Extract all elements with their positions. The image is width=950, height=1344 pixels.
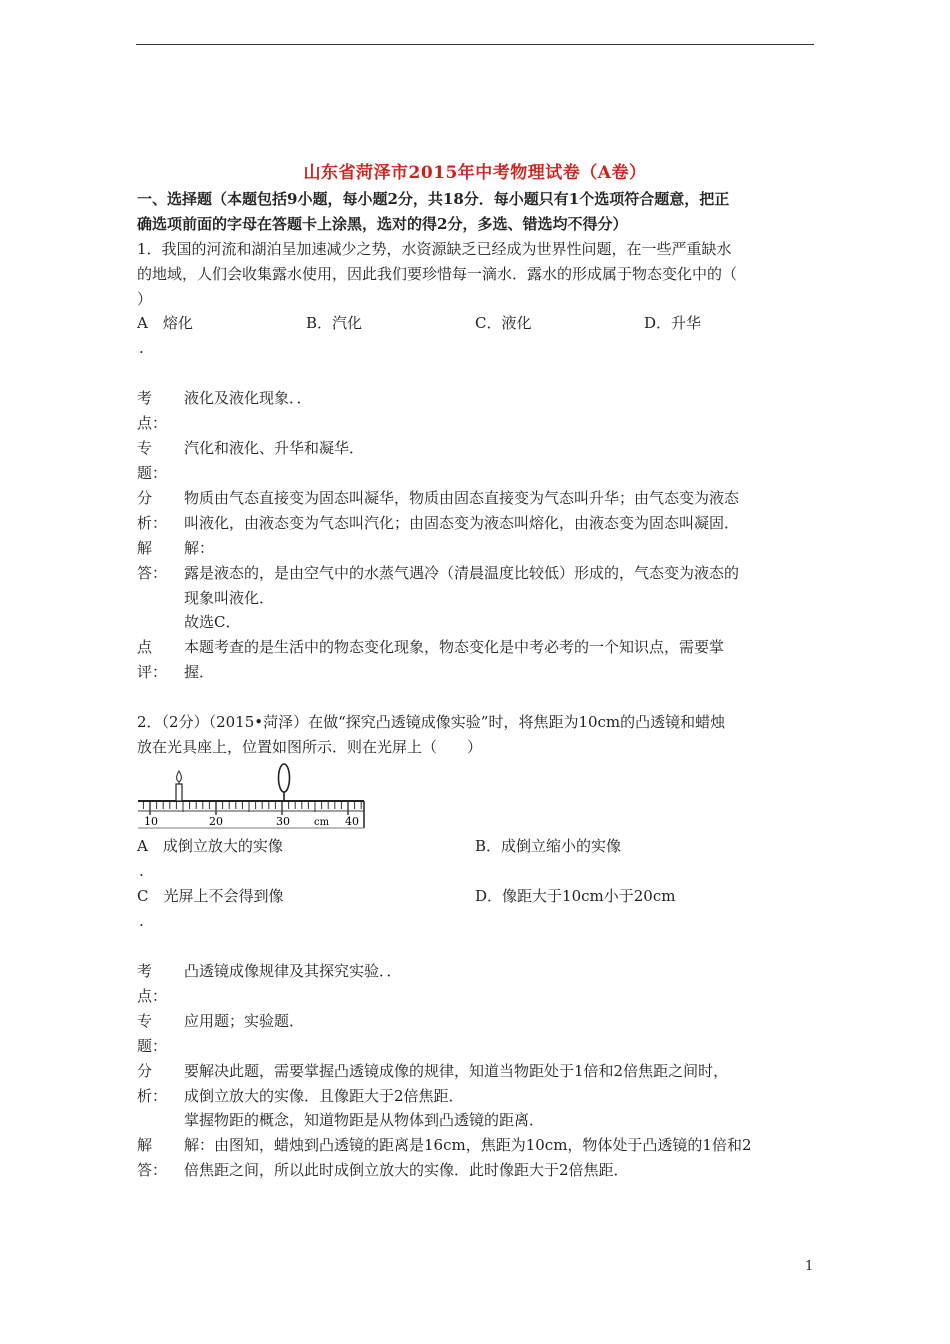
q2-option-d: D．像距大于10cm小于20cm <box>475 887 676 905</box>
tick-label-10: 10 <box>144 815 158 828</box>
q1-dianping-line1: 本题考查的是生活中的物态变化现象，物态变化是中考必考的一个知识点，需要掌 <box>184 638 725 656</box>
exam-title: 山东省菏泽市2015年中考物理试卷（A卷） <box>303 163 647 183</box>
section-heading-line2: 确选项前面的字母在答题卡上涂黑，选对的得2分，多选、错选均不得分） <box>137 215 628 233</box>
q1-option-c: C．液化 <box>475 314 532 332</box>
q1-label-zhuanti-1: 专 <box>137 439 153 457</box>
q1-kaodian: 液化及液化现象．． <box>184 389 312 407</box>
q2-option-a: A 成倒立放大的实像 <box>137 837 283 855</box>
q1-stem-line2: 的地域，人们会收集露水使用，因此我们要珍惜每一滴水．露水的形成属于物态变化中的（ <box>137 265 738 283</box>
q1-label-zhuanti-2: 题： <box>137 464 168 482</box>
q1-stem-line1: 1．我国的河流和湖泊呈加速减少之势，水资源缺乏已经成为世界性问题，在一些严重缺水 <box>137 240 732 258</box>
q1-jieda-line4: 故选C． <box>184 613 241 631</box>
ruler-ticks <box>143 801 361 815</box>
q2-label-fenxi-1: 分 <box>137 1062 153 1080</box>
section-heading-line1: 一、选择题（本题包括9小题，每小题2分，共18分．每小题只有1个选项符合题意，把正 <box>137 190 730 208</box>
q1-label-fenxi-1: 分 <box>137 489 153 507</box>
q1-option-b: B．汽化 <box>306 314 363 332</box>
q2-label-kaodian-1: 考 <box>137 962 153 980</box>
q1-option-d: D．升华 <box>644 314 702 332</box>
header-rule <box>136 44 814 45</box>
q1-label-jieda-2: 答： <box>137 564 168 582</box>
q2-kaodian: 凸透镜成像规律及其探究实验．． <box>184 962 402 980</box>
q2-label-jieda-1: 解 <box>137 1136 153 1154</box>
q2-jieda-line2: 倍焦距之间，所以此时成倒立放大的实像．此时像距大于2倍焦距． <box>184 1161 629 1179</box>
unit-label: cm <box>314 817 330 828</box>
tick-label-30: 30 <box>276 815 290 828</box>
q1-label-dianping-1: 点 <box>137 638 153 656</box>
q1-option-a: A 熔化 <box>137 314 193 332</box>
optical-bench-figure <box>136 760 368 832</box>
q2-fenxi-line2: 成倒立放大的实像．且像距大于2倍焦距． <box>184 1087 464 1105</box>
candle-flame <box>177 771 182 782</box>
q1-label-kaodian-1: 考 <box>137 389 153 407</box>
q2-option-dot-2: . <box>139 912 144 930</box>
q1-jieda-line1: 解： <box>184 539 215 557</box>
q2-option-b: B．成倒立缩小的实像 <box>475 837 622 855</box>
q2-stem-line1: 2．（2分）（2015•菏泽）在做“探究凸透镜成像实验”时，将焦距为10cm的凸透镜和蜡烛 <box>137 713 726 731</box>
q1-jieda-line3: 现象叫液化． <box>184 589 275 607</box>
q1-stem-line3: ） <box>137 290 153 308</box>
tick-label-20: 20 <box>209 815 223 828</box>
candle-body <box>176 784 182 801</box>
q2-zhuanti: 应用题；实验题． <box>184 1012 305 1030</box>
q2-label-jieda-2: 答： <box>137 1161 168 1179</box>
q2-stem-line2: 放在光具座上，位置如图所示．则在光屏上（ ） <box>137 738 483 756</box>
q1-label-fenxi-2: 析： <box>137 514 168 532</box>
q2-label-kaodian-2: 点： <box>137 987 168 1005</box>
q1-label-jieda-1: 解 <box>137 539 153 557</box>
page-number: 1 <box>805 1259 814 1274</box>
q2-jieda-line1: 解：由图知，蜡烛到凸透镜的距离是16cm，焦距为10cm，物体处于凸透镜的1倍和2 <box>184 1136 752 1154</box>
q1-jieda-line2: 露是液态的，是由空气中的水蒸气遇冷（清晨温度比较低）形成的，气态变为液态的 <box>184 564 740 582</box>
q2-fenxi-line3: 掌握物距的概念，知道物距是从物体到凸透镜的距离． <box>184 1111 545 1129</box>
q2-fenxi-line1: 要解决此题，需要掌握凸透镜成像的规律，知道当物距处于1倍和2倍焦距之间时， <box>184 1062 729 1080</box>
q1-fenxi-line1: 物质由气态直接变为固态叫凝华，物质由固态直接变为气态叫升华；由气态变为液态 <box>184 489 740 507</box>
q1-label-kaodian-2: 点： <box>137 414 168 432</box>
q1-label-dianping-2: 评： <box>137 663 168 681</box>
q1-fenxi-line2: 叫液化，由液态变为气态叫汽化；由固态变为液态叫熔化，由液态变为固态叫凝固． <box>184 514 740 532</box>
convex-lens <box>279 764 290 792</box>
q2-label-zhuanti-2: 题： <box>137 1037 168 1055</box>
q2-label-zhuanti-1: 专 <box>137 1012 153 1030</box>
q1-dianping-line2: 握． <box>184 663 215 681</box>
q1-option-dot: . <box>139 339 144 357</box>
q2-option-dot-1: . <box>139 862 144 880</box>
q2-option-c: C 光屏上不会得到像 <box>137 887 284 905</box>
tick-label-40: 40 <box>345 815 359 828</box>
q1-zhuanti: 汽化和液化、升华和凝华． <box>184 439 365 457</box>
q2-label-fenxi-2: 析： <box>137 1087 168 1105</box>
